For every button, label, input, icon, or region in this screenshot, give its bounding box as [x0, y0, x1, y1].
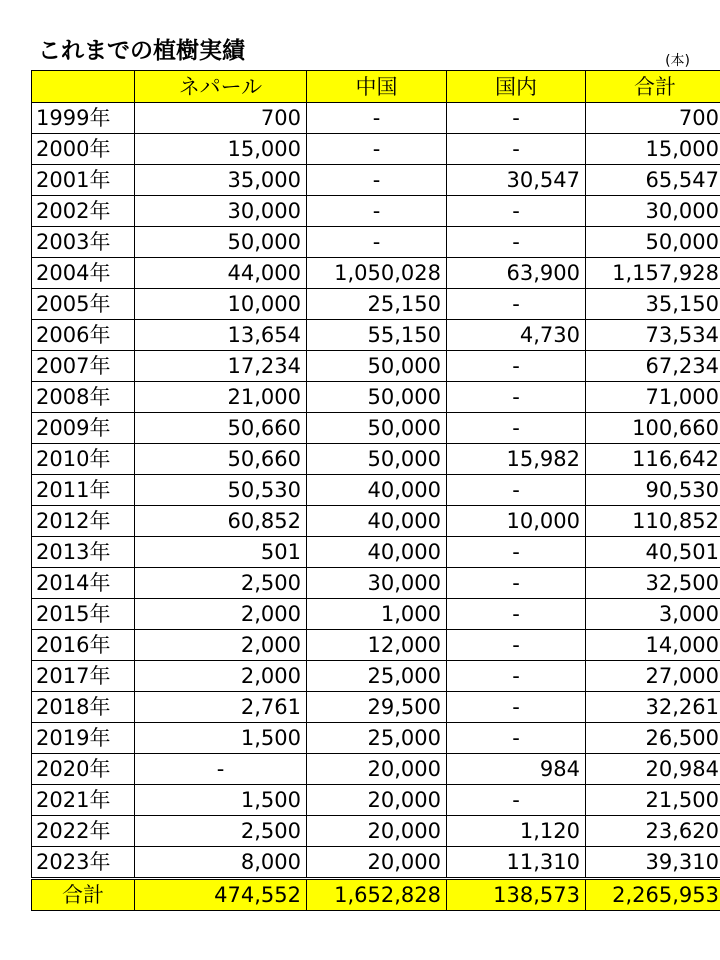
table-row [32, 382, 720, 413]
cell-total: 100,660 [586, 413, 720, 444]
total-nepal: 474,552 [135, 879, 307, 911]
cell-domestic: 4,730 [447, 320, 586, 351]
table-row [32, 134, 720, 165]
cell-china: 40,000 [307, 506, 447, 537]
cell-total: 116,642 [586, 444, 720, 475]
cell-year: 2006年 [32, 320, 135, 351]
cell-year: 2014年 [32, 568, 135, 599]
header-nepal: ネパール [135, 71, 307, 103]
planting-table [31, 70, 720, 911]
cell-china: 25,000 [307, 723, 447, 754]
cell-domestic: 10,000 [447, 506, 586, 537]
table-row [32, 754, 720, 785]
cell-domestic: - [447, 568, 586, 599]
total-label: 合計 [32, 879, 135, 911]
total-china: 1,652,828 [307, 879, 447, 911]
cell-total: 23,620 [586, 816, 720, 847]
cell-domestic: - [447, 537, 586, 568]
cell-year: 2015年 [32, 599, 135, 630]
cell-total: 50,000 [586, 227, 720, 258]
table-row [32, 568, 720, 599]
cell-nepal: 2,761 [135, 692, 307, 723]
table-row [32, 351, 720, 382]
cell-nepal: 2,500 [135, 816, 307, 847]
cell-total: 73,534 [586, 320, 720, 351]
cell-china: 50,000 [307, 382, 447, 413]
cell-domestic: - [447, 382, 586, 413]
cell-year: 2002年 [32, 196, 135, 227]
cell-nepal: 15,000 [135, 134, 307, 165]
cell-total: 65,547 [586, 165, 720, 196]
cell-nepal: 17,234 [135, 351, 307, 382]
cell-china: - [307, 165, 447, 196]
header-year [32, 71, 135, 103]
cell-total: 110,852 [586, 506, 720, 537]
cell-nepal: 8,000 [135, 847, 307, 879]
cell-domestic: - [447, 475, 586, 506]
cell-total: 40,501 [586, 537, 720, 568]
cell-total: 15,000 [586, 134, 720, 165]
cell-china: 25,000 [307, 661, 447, 692]
cell-year: 2018年 [32, 692, 135, 723]
table-row [32, 103, 720, 134]
cell-year: 2016年 [32, 630, 135, 661]
table-row [32, 692, 720, 723]
cell-domestic: 11,310 [447, 847, 586, 879]
cell-nepal: 2,000 [135, 599, 307, 630]
table-row [32, 785, 720, 816]
cell-total: 1,157,928 [586, 258, 720, 289]
cell-nepal: 1,500 [135, 785, 307, 816]
cell-nepal: 44,000 [135, 258, 307, 289]
cell-nepal: 700 [135, 103, 307, 134]
cell-nepal: 30,000 [135, 196, 307, 227]
cell-year: 2007年 [32, 351, 135, 382]
cell-china: 20,000 [307, 754, 447, 785]
cell-china: 25,150 [307, 289, 447, 320]
cell-china: 40,000 [307, 537, 447, 568]
page-title: これまでの植樹実績 [38, 38, 245, 64]
cell-domestic: - [447, 413, 586, 444]
total-row [32, 879, 720, 911]
cell-total: 30,000 [586, 196, 720, 227]
table-row [32, 444, 720, 475]
table-row [32, 196, 720, 227]
cell-year: 2017年 [32, 661, 135, 692]
cell-nepal: 50,660 [135, 444, 307, 475]
cell-year: 2009年 [32, 413, 135, 444]
cell-nepal: 50,660 [135, 413, 307, 444]
table-row [32, 258, 720, 289]
total-total: 2,265,953 [586, 879, 720, 911]
cell-china: 1,000 [307, 599, 447, 630]
header-china: 中国 [307, 71, 447, 103]
cell-nepal: - [135, 754, 307, 785]
table-row [32, 413, 720, 444]
table-row [32, 630, 720, 661]
cell-nepal: 2,000 [135, 661, 307, 692]
cell-total: 71,000 [586, 382, 720, 413]
cell-total: 20,984 [586, 754, 720, 785]
cell-nepal: 50,000 [135, 227, 307, 258]
cell-nepal: 35,000 [135, 165, 307, 196]
cell-total: 35,150 [586, 289, 720, 320]
cell-year: 2023年 [32, 847, 135, 879]
table-row [32, 506, 720, 537]
cell-china: 20,000 [307, 785, 447, 816]
unit-label: (本) [665, 53, 690, 69]
cell-domestic: - [447, 134, 586, 165]
cell-total: 26,500 [586, 723, 720, 754]
cell-year: 2012年 [32, 506, 135, 537]
cell-year: 2004年 [32, 258, 135, 289]
cell-total: 39,310 [586, 847, 720, 879]
cell-year: 2013年 [32, 537, 135, 568]
total-domestic: 138,573 [447, 879, 586, 911]
cell-domestic: - [447, 227, 586, 258]
cell-nepal: 2,000 [135, 630, 307, 661]
cell-domestic: - [447, 289, 586, 320]
cell-total: 3,000 [586, 599, 720, 630]
cell-nepal: 501 [135, 537, 307, 568]
table-row [32, 289, 720, 320]
cell-year: 2008年 [32, 382, 135, 413]
table-row [32, 723, 720, 754]
cell-year: 2022年 [32, 816, 135, 847]
cell-year: 2010年 [32, 444, 135, 475]
cell-nepal: 10,000 [135, 289, 307, 320]
cell-total: 67,234 [586, 351, 720, 382]
cell-domestic: - [447, 630, 586, 661]
cell-nepal: 60,852 [135, 506, 307, 537]
cell-domestic: - [447, 196, 586, 227]
cell-china: - [307, 227, 447, 258]
header-domestic: 国内 [447, 71, 586, 103]
cell-year: 2011年 [32, 475, 135, 506]
cell-china: - [307, 196, 447, 227]
table-row [32, 227, 720, 258]
cell-domestic: 984 [447, 754, 586, 785]
cell-nepal: 2,500 [135, 568, 307, 599]
cell-china: 12,000 [307, 630, 447, 661]
cell-total: 700 [586, 103, 720, 134]
cell-year: 2021年 [32, 785, 135, 816]
table-row [32, 475, 720, 506]
cell-china: 1,050,028 [307, 258, 447, 289]
cell-year: 2020年 [32, 754, 135, 785]
cell-domestic: 1,120 [447, 816, 586, 847]
cell-china: 20,000 [307, 816, 447, 847]
cell-total: 90,530 [586, 475, 720, 506]
cell-total: 27,000 [586, 661, 720, 692]
cell-nepal: 1,500 [135, 723, 307, 754]
cell-year: 2000年 [32, 134, 135, 165]
cell-china: 50,000 [307, 413, 447, 444]
cell-china: 30,000 [307, 568, 447, 599]
cell-year: 2005年 [32, 289, 135, 320]
cell-domestic: 63,900 [447, 258, 586, 289]
cell-china: 29,500 [307, 692, 447, 723]
cell-domestic: - [447, 661, 586, 692]
cell-nepal: 13,654 [135, 320, 307, 351]
header-row [32, 71, 720, 103]
cell-total: 14,000 [586, 630, 720, 661]
cell-domestic: - [447, 785, 586, 816]
cell-domestic: - [447, 723, 586, 754]
table-row [32, 661, 720, 692]
table-row [32, 816, 720, 847]
cell-total: 32,261 [586, 692, 720, 723]
cell-china: 50,000 [307, 351, 447, 382]
cell-china: - [307, 134, 447, 165]
cell-total: 32,500 [586, 568, 720, 599]
header-total: 合計 [586, 71, 720, 103]
cell-domestic: - [447, 103, 586, 134]
cell-china: - [307, 103, 447, 134]
cell-nepal: 21,000 [135, 382, 307, 413]
cell-domestic: 15,982 [447, 444, 586, 475]
cell-nepal: 50,530 [135, 475, 307, 506]
table-row [32, 599, 720, 630]
cell-china: 55,150 [307, 320, 447, 351]
cell-china: 50,000 [307, 444, 447, 475]
cell-total: 21,500 [586, 785, 720, 816]
table-row [32, 537, 720, 568]
table-row [32, 320, 720, 351]
cell-domestic: 30,547 [447, 165, 586, 196]
cell-domestic: - [447, 692, 586, 723]
cell-year: 1999年 [32, 103, 135, 134]
table-row [32, 847, 720, 879]
cell-domestic: - [447, 351, 586, 382]
cell-year: 2019年 [32, 723, 135, 754]
table-row [32, 165, 720, 196]
table-body [32, 103, 720, 879]
cell-china: 40,000 [307, 475, 447, 506]
cell-domestic: - [447, 599, 586, 630]
cell-china: 20,000 [307, 847, 447, 879]
cell-year: 2001年 [32, 165, 135, 196]
cell-year: 2003年 [32, 227, 135, 258]
